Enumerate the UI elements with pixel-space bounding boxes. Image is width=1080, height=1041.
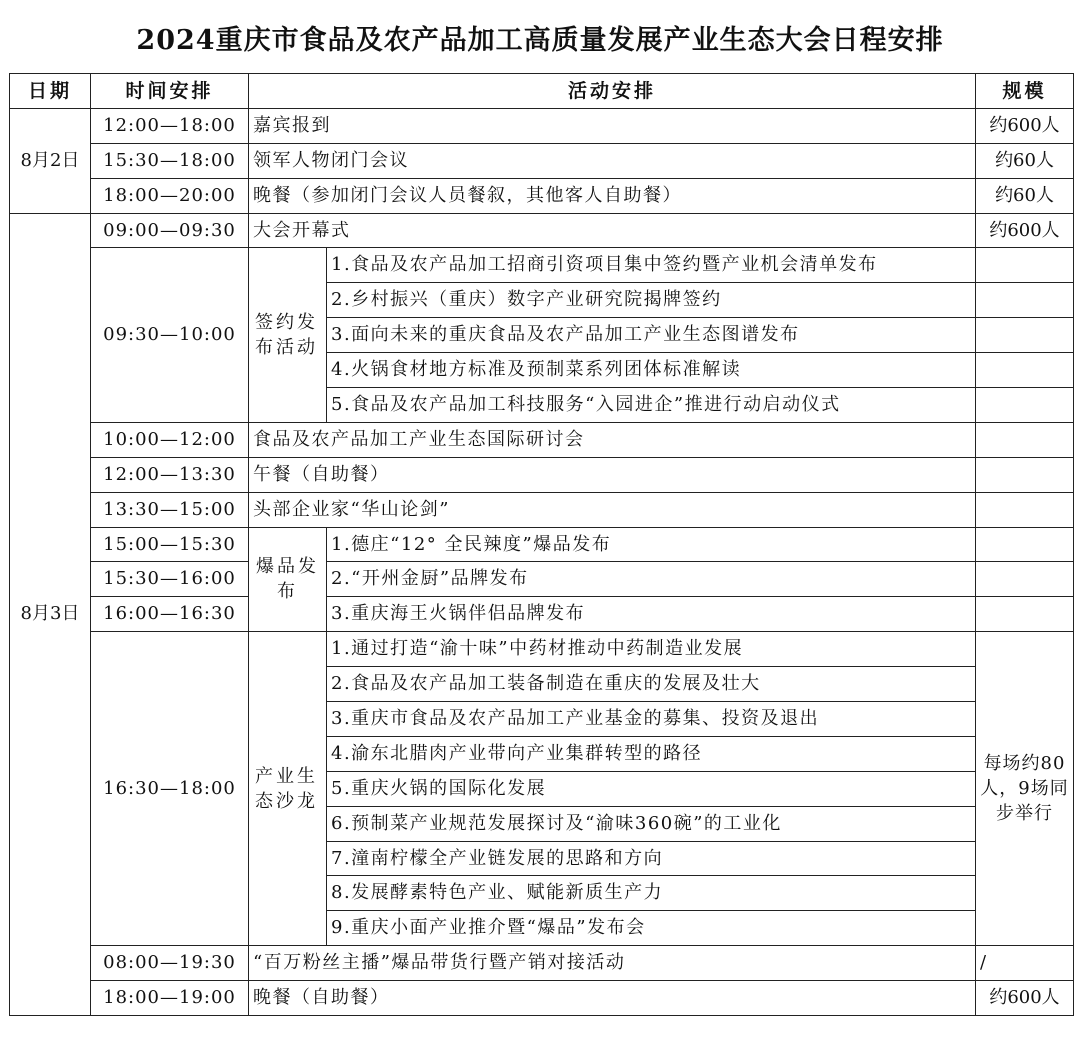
time-cell: 16:00—16:30	[91, 597, 249, 632]
scale-cell: /	[976, 946, 1074, 981]
table-row	[10, 143, 1074, 178]
signing-label: 签约发布活动	[249, 248, 327, 422]
header-date: 日期	[10, 74, 91, 109]
scale-cell: 约600人	[976, 108, 1074, 143]
scale-cell	[976, 562, 1074, 597]
scale-cell	[976, 597, 1074, 632]
list-item: 5.重庆火锅的国际化发展	[327, 771, 976, 806]
time-cell: 09:30—10:00	[91, 248, 249, 422]
scale-cell: 约60人	[976, 143, 1074, 178]
time-cell: 10:00—12:00	[91, 422, 249, 457]
table-row	[10, 946, 1074, 981]
activity-cell: 头部企业家“华山论剑”	[249, 492, 976, 527]
list-item: 2.“开州金厨”品牌发布	[327, 562, 976, 597]
time-cell: 15:30—16:00	[91, 562, 249, 597]
page-title: 2024重庆市食品及农产品加工高质量发展产业生态大会日程安排	[136, 25, 944, 56]
table-row	[10, 213, 1074, 248]
list-item: 4.火锅食材地方标准及预制菜系列团体标准解读	[327, 353, 976, 388]
time-cell: 15:30—18:00	[91, 143, 249, 178]
activity-cell: “百万粉丝主播”爆品带货行暨产销对接活动	[249, 946, 976, 981]
time-cell: 16:30—18:00	[91, 632, 249, 946]
header-time: 时间安排	[91, 74, 249, 109]
activity-cell: 领军人物闭门会议	[249, 143, 976, 178]
list-item: 1.食品及农产品加工招商引资项目集中签约暨产业机会清单发布	[327, 248, 976, 283]
table-row	[10, 632, 1074, 667]
list-item: 9.重庆小面产业推介暨“爆品”发布会	[327, 911, 976, 946]
time-cell: 08:00—19:30	[91, 946, 249, 981]
activity-cell: 晚餐（参加闭门会议人员餐叙，其他客人自助餐）	[249, 178, 976, 213]
launch-label: 爆品发布	[249, 527, 327, 632]
scale-cell	[976, 388, 1074, 423]
date-cell: 8月2日	[10, 108, 91, 213]
scale-cell	[976, 248, 1074, 283]
header-scale: 规模	[976, 74, 1074, 109]
activity-cell: 大会开幕式	[249, 213, 976, 248]
scale-cell	[976, 283, 1074, 318]
activity-cell: 嘉宾报到	[249, 108, 976, 143]
list-item: 2.食品及农产品加工装备制造在重庆的发展及壮大	[327, 667, 976, 702]
scale-cell	[976, 457, 1074, 492]
list-item: 2.乡村振兴（重庆）数字产业研究院揭牌签约	[327, 283, 976, 318]
list-item: 7.潼南柠檬全产业链发展的思路和方向	[327, 841, 976, 876]
table-row	[10, 981, 1074, 1016]
header-activity: 活动安排	[249, 74, 976, 109]
scale-cell	[976, 318, 1074, 353]
activity-cell: 午餐（自助餐）	[249, 457, 976, 492]
activity-cell: 晚餐（自助餐）	[249, 981, 976, 1016]
time-cell: 18:00—19:00	[91, 981, 249, 1016]
table-row	[10, 422, 1074, 457]
list-item: 8.发展酵素特色产业、赋能新质生产力	[327, 876, 976, 911]
list-item: 4.渝东北腊肉产业带向产业集群转型的路径	[327, 736, 976, 771]
list-item: 5.食品及农产品加工科技服务“入园进企”推进行动启动仪式	[327, 388, 976, 423]
schedule-table	[9, 73, 1074, 1016]
salon-label: 产业生态沙龙	[249, 632, 327, 946]
table-row	[10, 108, 1074, 143]
table-row	[10, 178, 1074, 213]
list-item: 3.面向未来的重庆食品及农产品加工产业生态图谱发布	[327, 318, 976, 353]
scale-cell: 约60人	[976, 178, 1074, 213]
time-cell: 18:00—20:00	[91, 178, 249, 213]
table-row	[10, 597, 1074, 632]
scale-cell	[976, 353, 1074, 388]
salon-scale-cell: 每场约80人，9场同步举行	[976, 632, 1074, 946]
time-cell: 12:00—18:00	[91, 108, 249, 143]
scale-cell	[976, 492, 1074, 527]
list-item: 1.德庄“12° 全民辣度”爆品发布	[327, 527, 976, 562]
list-item: 6.预制菜产业规范发展探讨及“渝味360碗”的工业化	[327, 806, 976, 841]
time-cell: 15:00—15:30	[91, 527, 249, 562]
scale-cell: 约600人	[976, 213, 1074, 248]
list-item: 1.通过打造“渝十味”中药材推动中药制造业发展	[327, 632, 976, 667]
list-item: 3.重庆市食品及农产品加工产业基金的募集、投资及退出	[327, 702, 976, 737]
list-item: 3.重庆海王火锅伴侣品牌发布	[327, 597, 976, 632]
activity-cell: 食品及农产品加工产业生态国际研讨会	[249, 422, 976, 457]
table-row	[10, 457, 1074, 492]
table-row	[10, 248, 1074, 283]
time-cell: 09:00—09:30	[91, 213, 249, 248]
scale-cell	[976, 422, 1074, 457]
header-row	[10, 74, 1074, 109]
time-cell: 12:00—13:30	[91, 457, 249, 492]
table-row	[10, 562, 1074, 597]
time-cell: 13:30—15:00	[91, 492, 249, 527]
table-row	[10, 527, 1074, 562]
scale-cell: 约600人	[976, 981, 1074, 1016]
date-cell: 8月3日	[10, 213, 91, 1015]
scale-cell	[976, 527, 1074, 562]
table-row	[10, 492, 1074, 527]
